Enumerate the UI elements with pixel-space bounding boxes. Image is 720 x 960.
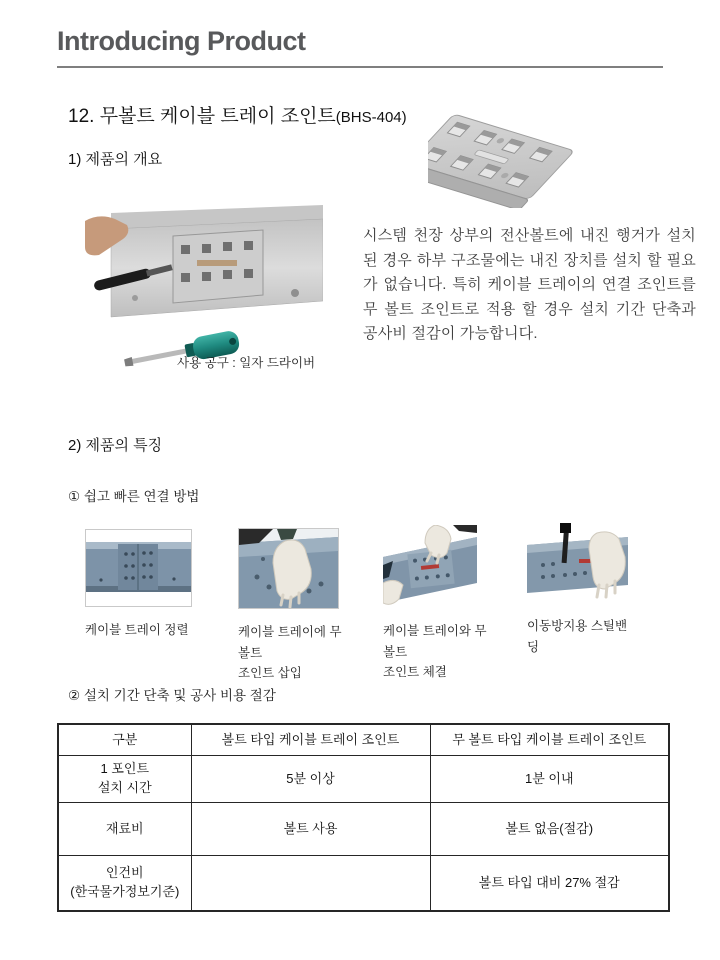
step-2-photo	[238, 528, 339, 609]
product-render-image	[428, 100, 596, 208]
title-underline	[57, 66, 663, 68]
step-4	[527, 523, 639, 657]
cell-boltless: 볼트 타입 대비 27% 절감	[430, 856, 669, 912]
table-header-row	[58, 724, 669, 756]
row-label: 재료비	[58, 803, 191, 856]
overview-description: 시스템 천장 상부의 전산볼트에 내진 행거가 설치된 경우 하부 구조물에는 내진 장치를 설치 할 필요가 없습니다. 특히 케이블 트레이의 연결 조인트를 무 볼트 조인트로 적용 할 경우 설치 기간 단축과 공사비 절감이 가능합니다.	[363, 227, 696, 343]
tray-align-photo	[86, 530, 191, 606]
col-header-bolt-type: 볼트 타입 케이블 트레이 조인트	[191, 724, 430, 756]
table-row	[58, 756, 669, 803]
table-row	[58, 803, 669, 856]
cell-bolt: 5분 이상	[191, 756, 430, 803]
section-title	[68, 101, 407, 128]
step-3-caption: 케이블 트레이와 무 볼트 조인트 체결	[383, 624, 487, 680]
table-row	[58, 856, 669, 912]
feature-sub2: ② 설치 기간 단축 및 공사 비용 절감	[68, 688, 276, 703]
step-4-caption: 이동방지용 스틸밴딩	[527, 619, 628, 654]
cell-bolt: 볼트 사용	[191, 803, 430, 856]
step-3	[383, 525, 493, 683]
joint-insert-photo	[239, 529, 338, 608]
step-2-caption: 케이블 트레이에 무 볼트 조인트 삽입	[238, 625, 342, 681]
boltless-joint-render	[428, 100, 596, 208]
col-header-boltless-type: 무 볼트 타입 케이블 트레이 조인트	[430, 724, 669, 756]
cell-boltless: 1분 이내	[430, 756, 669, 803]
main-photo	[85, 203, 323, 375]
row-label: 인건비 (한국물가정보기준)	[58, 856, 191, 912]
cell-bolt	[191, 856, 430, 912]
features-heading: 2) 제품의 특징	[68, 437, 163, 454]
step-3-photo	[383, 525, 477, 608]
step-1-photo	[85, 529, 192, 607]
steel-banding-photo	[527, 523, 628, 603]
joint-fasten-photo	[383, 525, 477, 608]
step-1	[85, 529, 195, 641]
page-title: Introducing Product	[57, 26, 306, 56]
cell-boltless: 볼트 없음(절감)	[430, 803, 669, 856]
col-header-category: 구분	[58, 724, 191, 756]
overview-heading: 1) 제품의 개요	[68, 151, 163, 168]
section-title-model: (BHS-404)	[335, 109, 407, 126]
cable-tray-photo	[85, 203, 323, 335]
section-title-text: 12. 무볼트 케이블 트레이 조인트	[68, 106, 336, 127]
step-1-caption: 케이블 트레이 정렬	[85, 623, 189, 637]
row-label: 1 포인트 설치 시간	[58, 756, 191, 803]
tool-caption: 사용 공구 : 일자 드라이버	[177, 356, 316, 370]
feature-sub1: ① 쉽고 빠른 연결 방법	[68, 489, 200, 504]
step-4-photo	[527, 523, 628, 603]
comparison-table	[57, 723, 670, 912]
step-2	[238, 528, 350, 684]
